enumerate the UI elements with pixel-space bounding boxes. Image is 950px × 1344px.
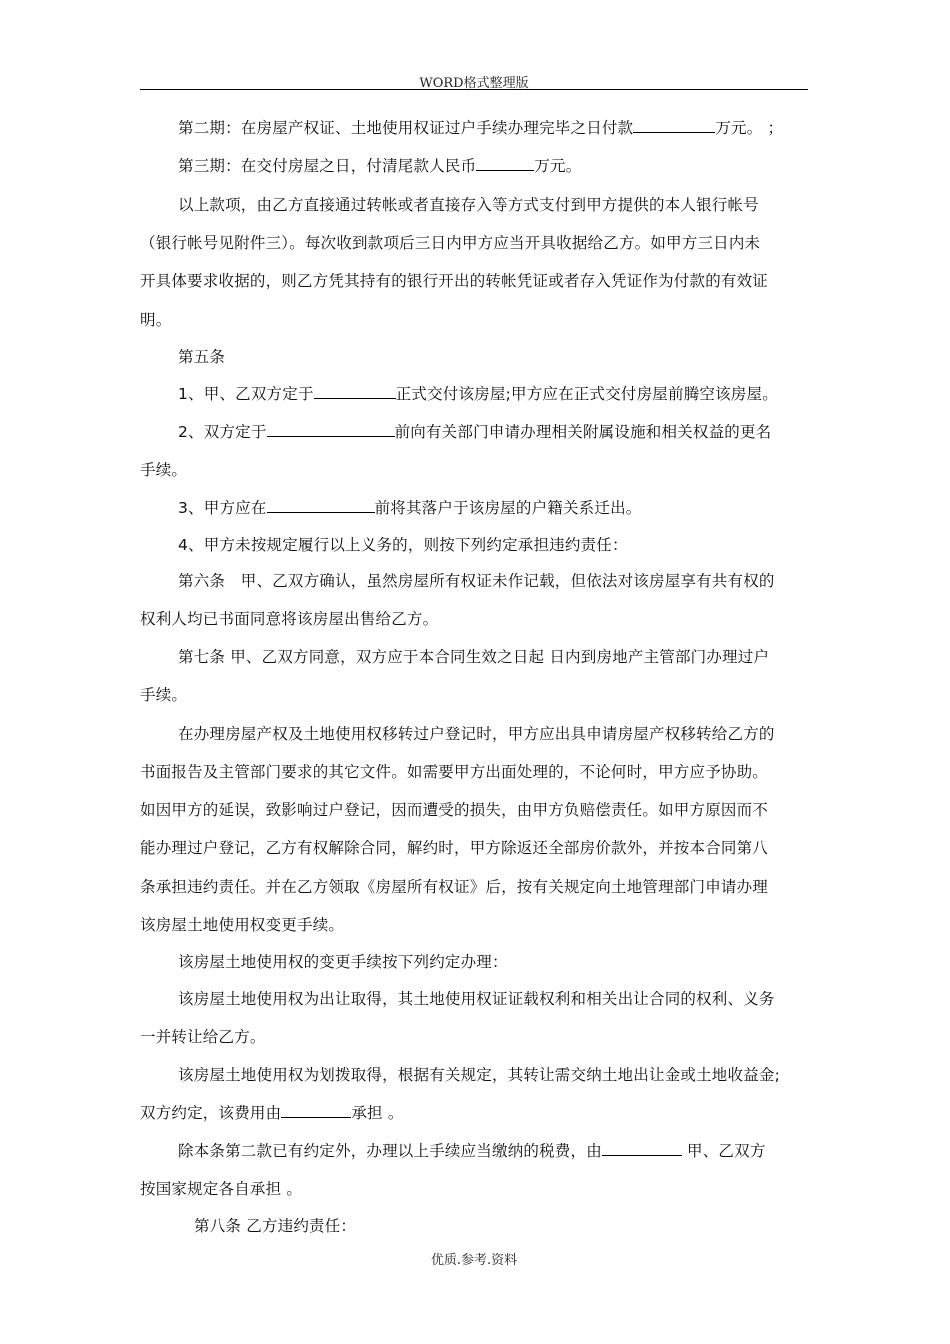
text-line: 第三期：在交付房屋之日，付清尾款人民币 万元。 xyxy=(178,157,582,175)
text-line: 以上款项，由乙方直接通过转帐或者直接存入等方式支付到甲方提供的本人银行帐号 xyxy=(178,196,759,214)
text-line: 按国家规定各自承担 。 xyxy=(140,1180,303,1198)
text-line: 4、甲方未按规定履行以上义务的，则按下列约定承担违约责任： xyxy=(178,536,628,554)
text-line: 书面报告及主管部门要求的其它文件。如需要甲方出面处理的，不论何时，甲方应予协助。 xyxy=(140,763,769,781)
text-line: 3、甲方应在 前将其落户于该房屋的户籍关系迁出。 xyxy=(178,499,642,517)
fill-in-blank xyxy=(602,1141,682,1156)
text-line: 手续。 xyxy=(140,686,188,704)
header-divider xyxy=(140,89,808,90)
text-line: 第六条 甲、乙双方确认，虽然房屋所有权证未作记载，但依法对该房屋享有共有权的 xyxy=(178,572,775,590)
section-heading: 第八条 乙方违约责任： xyxy=(194,1217,357,1235)
text-line: 明。 xyxy=(140,311,172,329)
fill-in-blank xyxy=(476,156,534,171)
fill-in-blank xyxy=(633,118,715,133)
text-line: 2、双方定于 前向有关部门申请办理相关附属设施和相关权益的更名 xyxy=(178,423,772,441)
text-line: 能办理过户登记，乙方有权解除合同，解约时，甲方除返还全部房价款外，并按本合同第八 xyxy=(140,839,769,857)
fill-in-blank xyxy=(314,384,396,399)
text-line: 在办理房屋产权及土地使用权移转过户登记时，甲方应出具申请房屋产权移转给乙方的 xyxy=(178,725,775,743)
text-line: 该房屋土地使用权为划拨取得，根据有关规定，其转让需交纳土地出让金或土地收益金; xyxy=(178,1066,781,1084)
text-line: 1、甲、乙双方定于 正式交付该房屋;甲方应在正式交付房屋前腾空该房屋。 xyxy=(178,385,778,403)
page-footer-text: 优质.参考.资料 xyxy=(430,1253,518,1268)
text-line: 条承担违约责任。并在乙方领取《房屋所有权证》后，按有关规定向土地管理部门申请办理 xyxy=(140,878,769,896)
text-line: 手续。 xyxy=(140,461,188,479)
page-header-title: WORD格式整理版 xyxy=(419,76,529,91)
text-line: 该房屋土地使用权的变更手续按下列约定办理： xyxy=(178,953,508,971)
text-line: 一并转让给乙方。 xyxy=(140,1028,266,1046)
text-line: 如因甲方的延误，致影响过户登记，因而遭受的损失，由甲方负赔偿责任。如甲方原因而不 xyxy=(140,801,769,819)
text-line: （银行帐号见附件三）。每次收到款项后三日内甲方应当开具收据给乙方。如甲方三日内未 xyxy=(140,234,761,252)
text-line: 权利人均已书面同意将该房屋出售给乙方。 xyxy=(140,610,439,628)
fill-in-blank xyxy=(281,1103,351,1118)
text-line: 第七条 甲、乙双方同意，双方应于本合同生效之日起 日内到房地产主管部门办理过户 xyxy=(178,648,770,666)
text-line: 双方约定，该费用由 承担 。 xyxy=(140,1104,404,1122)
text-line: 该房屋土地使用权为出让取得，其土地使用权证证载权利和相关出让合同的权利、义务 xyxy=(178,990,775,1008)
fill-in-blank xyxy=(267,498,375,513)
text-line: 该房屋土地使用权变更手续。 xyxy=(140,916,345,934)
fill-in-blank xyxy=(267,422,395,437)
text-line: 第二期：在房屋产权证、土地使用权证过户手续办理完毕之日付款 万元。 ； xyxy=(178,119,784,137)
section-heading: 第五条 xyxy=(178,348,226,366)
text-line: 除本条第二款已有约定外，办理以上手续应当缴纳的税费，由 甲、乙双方 xyxy=(178,1142,766,1160)
text-line: 开具体要求收据的，则乙方凭其持有的银行开出的转帐凭证或者存入凭证作为付款的有效证 xyxy=(140,272,769,290)
